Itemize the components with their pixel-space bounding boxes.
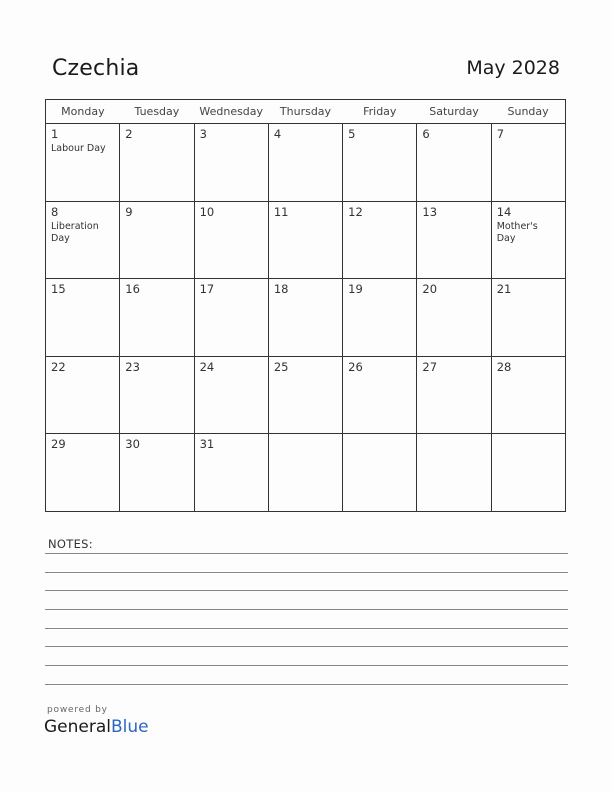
week-row <box>46 279 566 357</box>
day-cell[interactable] <box>343 279 417 357</box>
day-cell[interactable] <box>491 201 565 279</box>
weekday-sunday: Sunday <box>491 100 565 124</box>
week-row <box>46 201 566 279</box>
day-number: 5 <box>348 127 356 141</box>
generalblue-logo[interactable] <box>44 717 149 737</box>
day-number: 2 <box>125 127 133 141</box>
day-number: 14 <box>496 204 512 219</box>
weekday-monday: Monday <box>46 100 120 124</box>
day-number: 23 <box>125 359 140 374</box>
holiday-label: Labour Day <box>51 143 106 154</box>
country-title: Czechia <box>52 56 140 81</box>
day-number: 30 <box>125 437 140 452</box>
day-cell[interactable] <box>120 124 194 202</box>
day-cell[interactable] <box>417 279 491 357</box>
day-cell[interactable] <box>194 201 268 279</box>
day-cell[interactable] <box>343 356 417 434</box>
day-number: 24 <box>199 359 215 374</box>
day-cell[interactable] <box>268 201 342 279</box>
day-number: 8 <box>51 204 59 219</box>
powered-by-text: powered by <box>47 705 108 715</box>
day-number: 6 <box>422 127 430 141</box>
day-cell[interactable] <box>194 356 268 434</box>
day-cell[interactable] <box>268 124 342 202</box>
day-number: 25 <box>273 359 289 374</box>
week-row <box>46 356 566 434</box>
day-cell[interactable] <box>417 434 491 512</box>
day-cell[interactable] <box>417 124 491 202</box>
day-cell[interactable] <box>417 201 491 279</box>
day-cell[interactable] <box>194 279 268 357</box>
day-number: 29 <box>51 437 66 452</box>
day-number: 15 <box>51 282 66 297</box>
day-cell[interactable] <box>491 279 565 357</box>
day-number: 22 <box>51 359 66 374</box>
day-number: 13 <box>422 204 438 219</box>
calendar-grid <box>45 99 566 512</box>
brand-general-text: General <box>44 717 111 737</box>
day-number: 28 <box>496 359 512 374</box>
weekday-friday: Friday <box>343 100 417 124</box>
weekday-saturday: Saturday <box>417 100 491 124</box>
day-cell[interactable] <box>268 356 342 434</box>
day-number: 19 <box>348 282 363 297</box>
note-line <box>45 553 568 554</box>
day-number: 20 <box>422 282 438 297</box>
week-row <box>46 124 566 202</box>
day-cell[interactable] <box>343 124 417 202</box>
day-number: 4 <box>273 127 282 141</box>
day-number: 16 <box>125 282 140 297</box>
day-number: 11 <box>273 204 289 219</box>
day-cell[interactable] <box>194 124 268 202</box>
day-number: 3 <box>199 127 207 141</box>
month-year-title: May 2028 <box>466 57 560 79</box>
holiday-label: Mother's Day <box>496 220 538 244</box>
note-line <box>45 646 568 647</box>
holiday-label: Liberation Day <box>51 220 99 244</box>
day-number: 12 <box>348 204 363 219</box>
day-number: 7 <box>496 127 505 141</box>
day-cell[interactable] <box>120 201 194 279</box>
day-cell[interactable] <box>120 356 194 434</box>
day-cell[interactable] <box>268 279 342 357</box>
day-number: 21 <box>496 282 512 297</box>
day-cell[interactable] <box>268 434 342 512</box>
week-row <box>46 434 566 512</box>
day-cell[interactable] <box>120 434 194 512</box>
day-number: 31 <box>199 437 215 452</box>
day-number: 27 <box>422 359 438 374</box>
brand-blue-text: Blue <box>111 717 149 737</box>
day-cell[interactable] <box>491 124 565 202</box>
day-cell[interactable] <box>46 356 120 434</box>
day-number: 26 <box>348 359 363 374</box>
day-cell[interactable] <box>491 434 565 512</box>
weekday-wednesday: Wednesday <box>194 100 268 124</box>
day-cell[interactable] <box>417 356 491 434</box>
note-line <box>45 590 568 591</box>
day-cell[interactable] <box>120 279 194 357</box>
note-line <box>45 665 568 666</box>
day-cell[interactable] <box>46 279 120 357</box>
day-cell[interactable] <box>343 201 417 279</box>
calendar-body <box>46 124 566 512</box>
day-number: 17 <box>199 282 215 297</box>
day-cell[interactable] <box>194 434 268 512</box>
day-number: 10 <box>199 204 215 219</box>
day-cell[interactable] <box>491 356 565 434</box>
weekday-tuesday: Tuesday <box>120 100 194 124</box>
notes-label: NOTES: <box>48 537 93 551</box>
day-cell[interactable] <box>46 201 120 279</box>
note-line <box>45 684 568 685</box>
day-cell[interactable] <box>46 434 120 512</box>
weekday-header-row <box>46 100 566 124</box>
note-line <box>45 572 568 573</box>
day-number: 1 <box>51 127 59 141</box>
note-line <box>45 609 568 610</box>
weekday-thursday: Thursday <box>268 100 342 124</box>
day-cell[interactable] <box>46 124 120 202</box>
day-number: 18 <box>273 282 289 297</box>
day-cell[interactable] <box>343 434 417 512</box>
day-number: 9 <box>125 204 133 219</box>
note-line <box>45 628 568 629</box>
